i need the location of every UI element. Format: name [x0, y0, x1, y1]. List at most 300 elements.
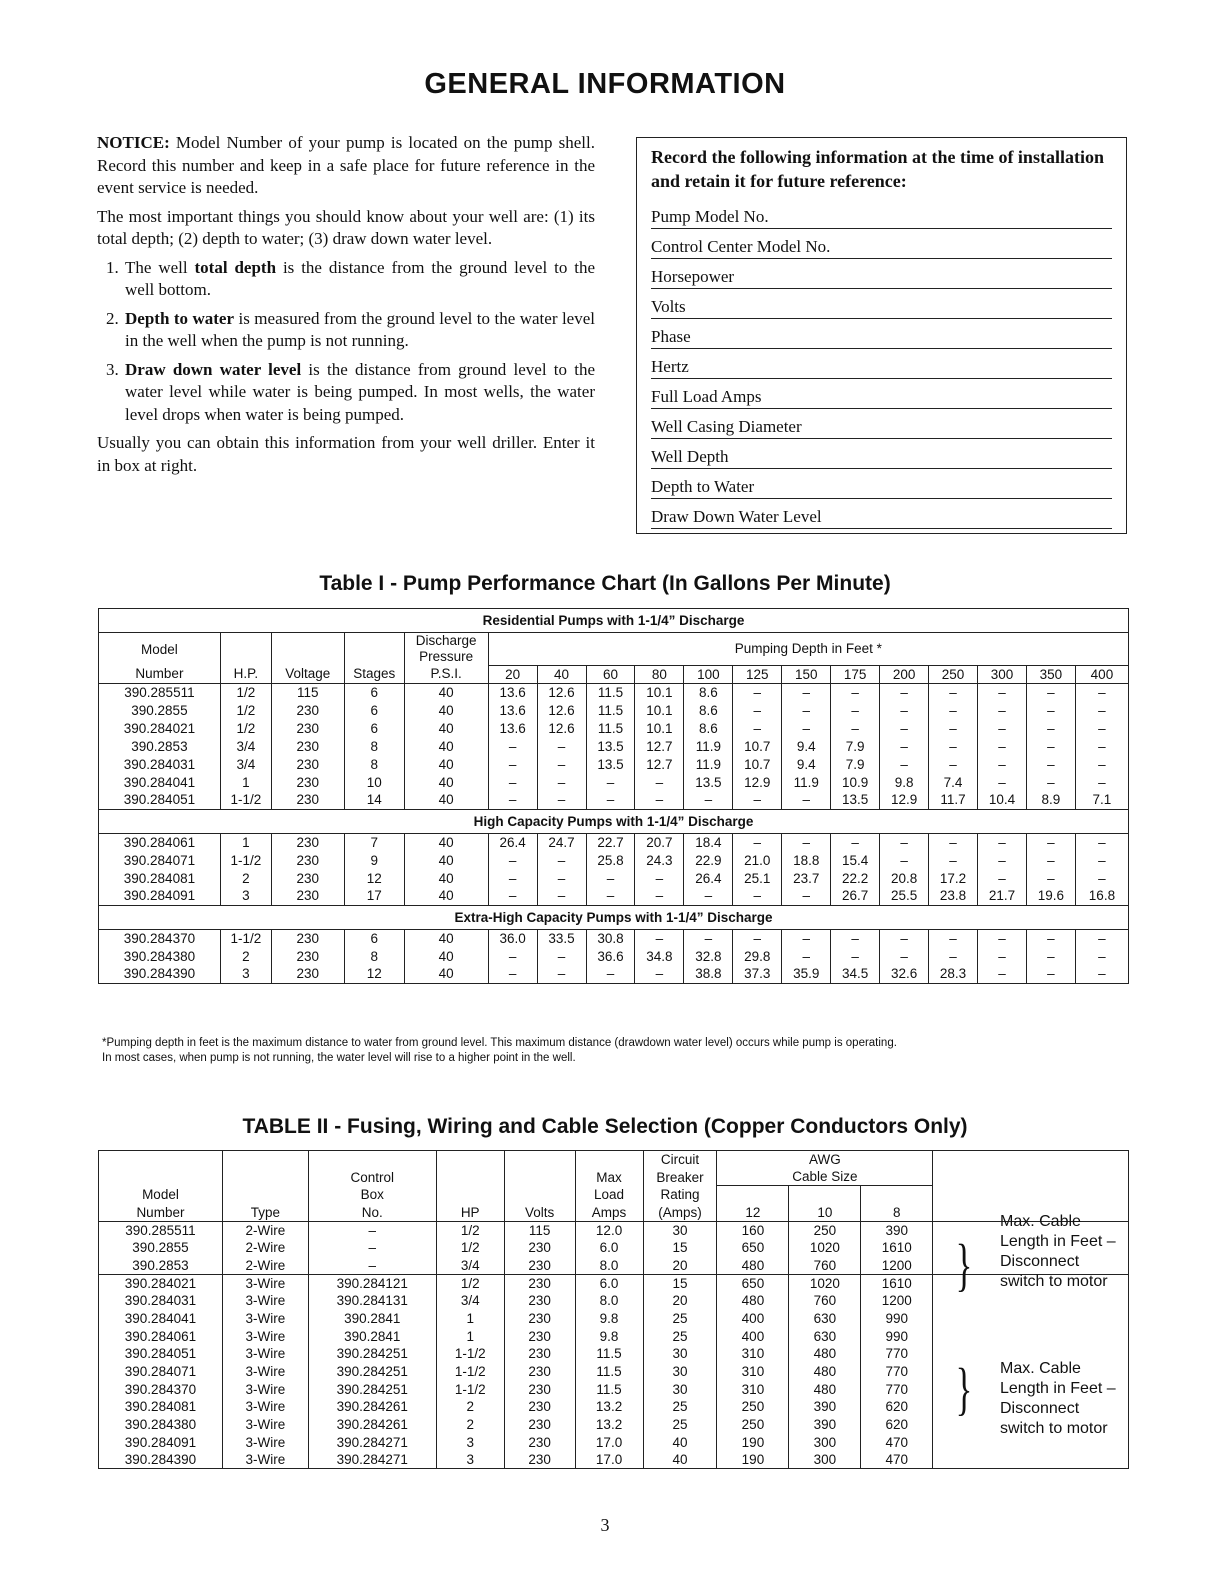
- table-cell: 650: [717, 1239, 789, 1257]
- section-high-capacity: High Capacity Pumps with 1-1/4” Discharge: [99, 809, 1129, 833]
- table-cell: –: [978, 947, 1027, 965]
- table-cell: 40: [404, 755, 488, 773]
- table-cell: –: [978, 929, 1027, 947]
- table-cell: 40: [404, 701, 488, 719]
- table-cell: 40: [404, 719, 488, 737]
- table-cell: 390.284121: [308, 1274, 436, 1292]
- table-cell: 26.4: [684, 869, 733, 887]
- table-cell: –: [831, 701, 880, 719]
- table-cell: 390.2841: [308, 1327, 436, 1345]
- table-cell: 23.7: [782, 869, 831, 887]
- notice-paragraph: [97, 132, 595, 200]
- table-cell: 230: [271, 965, 344, 983]
- important-paragraph: The most important things you should know about your well are: (1) its total depth; (2) depth to water; (3) draw down water level.: [97, 206, 595, 248]
- table-cell: 390.284251: [308, 1380, 436, 1398]
- table-cell: 12.6: [537, 701, 586, 719]
- table-cell: –: [880, 755, 929, 773]
- table-cell: 1-1/2: [220, 791, 271, 809]
- table-cell: 390.284261: [308, 1416, 436, 1434]
- table-cell: 1: [220, 833, 271, 851]
- table-cell: 230: [504, 1434, 575, 1452]
- record-heading: Record the following information at the time of installation and retain it for future reference:: [651, 147, 1104, 191]
- table-cell: –: [929, 719, 978, 737]
- table-cell: 3-Wire: [222, 1434, 308, 1452]
- table-cell: 21.7: [978, 887, 1027, 905]
- table-cell: 40: [404, 683, 488, 701]
- header-depth-400: 400: [1075, 665, 1128, 683]
- table-cell: 25: [643, 1310, 717, 1328]
- table-cell: 390.284081: [99, 869, 221, 887]
- table-cell: 6: [344, 719, 404, 737]
- header-row: [99, 665, 1129, 683]
- table-cell: 17.2: [929, 869, 978, 887]
- table-cell: 160: [717, 1221, 789, 1239]
- table-cell: –: [782, 791, 831, 809]
- table-cell: 25: [643, 1416, 717, 1434]
- table-cell: –: [537, 791, 586, 809]
- table-cell: 25: [643, 1327, 717, 1345]
- header-blank: [436, 1151, 504, 1169]
- header-depth-300: 300: [978, 665, 1027, 683]
- table-cell: 2-Wire: [222, 1257, 308, 1275]
- record-field: Phase: [651, 319, 1112, 349]
- table-cell: –: [880, 929, 929, 947]
- header-blank: [504, 1168, 575, 1186]
- table-cell: 115: [504, 1221, 575, 1239]
- table-cell: 230: [504, 1310, 575, 1328]
- header-blank: [861, 1186, 933, 1204]
- table-cell: –: [880, 701, 929, 719]
- table-cell: 1-1/2: [436, 1380, 504, 1398]
- table-cell: 390.284061: [99, 1327, 223, 1345]
- table-cell: 1-1/2: [220, 929, 271, 947]
- header-blank: [504, 1186, 575, 1204]
- table-cell: 36.0: [488, 929, 537, 947]
- table-cell: 10.9: [831, 773, 880, 791]
- record-field: Horsepower: [651, 259, 1112, 289]
- table-cell: –: [733, 683, 782, 701]
- header-blank: [271, 633, 344, 666]
- table-cell: 15: [643, 1239, 717, 1257]
- table-cell: 28.3: [929, 965, 978, 983]
- table-cell: 390.284071: [99, 851, 221, 869]
- table-cell: 30: [643, 1363, 717, 1381]
- header-hp: HP: [436, 1204, 504, 1222]
- table-cell: 230: [271, 833, 344, 851]
- table-cell: –: [831, 929, 880, 947]
- table-cell: 480: [717, 1292, 789, 1310]
- table-cell: –: [1075, 701, 1128, 719]
- table-cell: –: [929, 755, 978, 773]
- table-cell: –: [488, 965, 537, 983]
- header-circuit: Circuit: [643, 1151, 717, 1169]
- table-cell: –: [635, 887, 684, 905]
- table-cell: –: [978, 851, 1027, 869]
- table-cell: 760: [789, 1292, 861, 1310]
- table-cell: –: [733, 833, 782, 851]
- header-awg-8: 8: [861, 1204, 933, 1222]
- table-cell: –: [929, 851, 978, 869]
- table-cell: 390.284390: [99, 965, 221, 983]
- table-cell: 18.8: [782, 851, 831, 869]
- table-cell: 13.5: [831, 791, 880, 809]
- table-cell: –: [1075, 683, 1128, 701]
- table-cell: –: [537, 755, 586, 773]
- table1-title: Table I - Pump Performance Chart (In Gallons Per Minute): [319, 572, 891, 595]
- header-blank: [222, 1168, 308, 1186]
- header-discharge: Discharge Pressure: [404, 633, 488, 666]
- table-cell: 8.9: [1026, 791, 1075, 809]
- table-cell: –: [1026, 683, 1075, 701]
- record-field: Pump Model No.: [651, 199, 1112, 229]
- table-cell: 18.4: [684, 833, 733, 851]
- table-cell: 25.8: [586, 851, 635, 869]
- header-depth-20: 20: [488, 665, 537, 683]
- table-row: [99, 851, 1129, 869]
- table-cell: –: [537, 773, 586, 791]
- table-cell: –: [978, 737, 1027, 755]
- table-cell: –: [586, 869, 635, 887]
- table-cell: 11.5: [586, 719, 635, 737]
- table1-footnote: *Pumping depth in feet is the maximum distance to water from ground level. This maximum distance (drawdown water level) occurs while pump is operating. In most cases, when pump is not running, the water level will rise to a higher point in the well.: [102, 1037, 897, 1064]
- table-cell: 470: [861, 1451, 933, 1469]
- table-cell: 230: [504, 1345, 575, 1363]
- table-row: [99, 701, 1129, 719]
- table-cell: 3-Wire: [222, 1416, 308, 1434]
- header-model: Model: [99, 1186, 223, 1204]
- table-cell: 230: [271, 755, 344, 773]
- table-cell: 32.8: [684, 947, 733, 965]
- header-volts: Volts: [504, 1204, 575, 1222]
- record-fields: [651, 199, 1112, 529]
- header-blank: [504, 1151, 575, 1169]
- table-cell: –: [488, 737, 537, 755]
- table-cell: 390.284041: [99, 1310, 223, 1328]
- table-cell: 3-Wire: [222, 1451, 308, 1469]
- table-cell: 40: [404, 833, 488, 851]
- note-two-wire: Max. Cable Length in Feet – Disconnect switch to motor: [1000, 1213, 1116, 1290]
- record-info-box: [636, 137, 1127, 534]
- table-cell: 32.6: [880, 965, 929, 983]
- header-depth-350: 350: [1026, 665, 1075, 683]
- table-cell: 21.0: [733, 851, 782, 869]
- table-cell: 470: [861, 1434, 933, 1452]
- table-cell: –: [635, 965, 684, 983]
- table-cell: 390.284031: [99, 1292, 223, 1310]
- table-cell: 230: [271, 791, 344, 809]
- table-cell: 8.6: [684, 719, 733, 737]
- table-cell: 30.8: [586, 929, 635, 947]
- table-cell: 15: [643, 1274, 717, 1292]
- table-cell: 390.284061: [99, 833, 221, 851]
- table-cell: –: [1026, 869, 1075, 887]
- table-cell: –: [537, 851, 586, 869]
- table-cell: –: [978, 719, 1027, 737]
- table-cell: 10: [344, 773, 404, 791]
- table-cell: 6.0: [575, 1274, 643, 1292]
- header-number: Number: [99, 665, 221, 683]
- table-cell: –: [1026, 833, 1075, 851]
- table-cell: 390: [789, 1398, 861, 1416]
- section-residential: Residential Pumps with 1-1/4” Discharge: [99, 609, 1129, 633]
- header-blank: [436, 1186, 504, 1204]
- header-blank: [308, 1151, 436, 1169]
- table-cell: 7.1: [1075, 791, 1128, 809]
- table-cell: –: [880, 683, 929, 701]
- table-cell: 9: [344, 851, 404, 869]
- table-cell: 230: [504, 1274, 575, 1292]
- table-cell: –: [1075, 929, 1128, 947]
- section-row: [99, 905, 1129, 929]
- table-cell: 390.2853: [99, 1257, 223, 1275]
- table-cell: 390.284071: [99, 1363, 223, 1381]
- table-cell: 760: [789, 1257, 861, 1275]
- table-cell: –: [831, 683, 880, 701]
- table2-title: TABLE II - Fusing, Wiring and Cable Selection (Copper Conductors Only): [242, 1115, 968, 1138]
- table-cell: 3-Wire: [222, 1327, 308, 1345]
- table-cell: –: [586, 773, 635, 791]
- table-cell: 190: [717, 1451, 789, 1469]
- table-cell: –: [1075, 851, 1128, 869]
- table-cell: 2: [220, 869, 271, 887]
- table-cell: 36.6: [586, 947, 635, 965]
- table-cell: 390.284271: [308, 1434, 436, 1452]
- table-cell: 390.284131: [308, 1292, 436, 1310]
- table-cell: –: [488, 755, 537, 773]
- table-cell: 3/4: [220, 737, 271, 755]
- header-number: Number: [99, 1204, 223, 1222]
- table-cell: 115: [271, 683, 344, 701]
- table-cell: 3-Wire: [222, 1274, 308, 1292]
- table-cell: 10.7: [733, 755, 782, 773]
- notice-text: Model Number of your pump is located on the pump shell. Record this number and keep in a safe place for future reference in the event service is needed.: [97, 133, 595, 197]
- pump-performance-table: [98, 608, 1129, 984]
- table-cell: –: [684, 791, 733, 809]
- table-cell: 390: [789, 1416, 861, 1434]
- table-cell: –: [1026, 851, 1075, 869]
- table-cell: 230: [271, 737, 344, 755]
- table-cell: 30: [643, 1380, 717, 1398]
- table-cell: 17.0: [575, 1434, 643, 1452]
- header-row: [99, 633, 1129, 666]
- table-cell: –: [1026, 965, 1075, 983]
- table-cell: –: [1026, 755, 1075, 773]
- table-cell: 3/4: [436, 1257, 504, 1275]
- table-cell: 230: [271, 851, 344, 869]
- table-cell: 10.1: [635, 683, 684, 701]
- table-cell: 35.9: [782, 965, 831, 983]
- fusing-wiring-table: [98, 1150, 1129, 1469]
- table-cell: 390.2855: [99, 701, 221, 719]
- table-row: [99, 755, 1129, 773]
- table-cell: 20.8: [880, 869, 929, 887]
- table-cell: –: [537, 887, 586, 905]
- table-cell: –: [978, 965, 1027, 983]
- table-cell: 11.5: [586, 701, 635, 719]
- header-blank: [222, 1151, 308, 1169]
- table-cell: 1: [220, 773, 271, 791]
- table-cell: 230: [504, 1398, 575, 1416]
- table-cell: –: [586, 965, 635, 983]
- table-cell: 13.6: [488, 701, 537, 719]
- table-cell: 8.6: [684, 701, 733, 719]
- table-cell: 1/2: [220, 719, 271, 737]
- table-cell: 34.8: [635, 947, 684, 965]
- table-cell: 13.6: [488, 719, 537, 737]
- table-cell: 230: [504, 1451, 575, 1469]
- table-cell: –: [586, 791, 635, 809]
- table-cell: 310: [717, 1380, 789, 1398]
- table-cell: 1/2: [436, 1274, 504, 1292]
- table-cell: –: [1026, 929, 1075, 947]
- table-cell: 40: [643, 1451, 717, 1469]
- table-cell: 230: [271, 887, 344, 905]
- table-cell: 6: [344, 929, 404, 947]
- table-cell: 40: [404, 737, 488, 755]
- header-depth-150: 150: [782, 665, 831, 683]
- table-cell: 22.9: [684, 851, 733, 869]
- table-cell: –: [684, 929, 733, 947]
- table-cell: –: [537, 965, 586, 983]
- table-row: [99, 869, 1129, 887]
- table-cell: 12: [344, 965, 404, 983]
- table-cell: 390.284021: [99, 719, 221, 737]
- table-cell: 770: [861, 1363, 933, 1381]
- table-cell: 390.2853: [99, 737, 221, 755]
- table-cell: 3-Wire: [222, 1292, 308, 1310]
- header-awg: AWG: [717, 1151, 933, 1169]
- table-cell: 390.284091: [99, 887, 221, 905]
- table-cell: 40: [404, 773, 488, 791]
- header-max: Max: [575, 1168, 643, 1186]
- table-cell: –: [978, 833, 1027, 851]
- table-cell: 40: [404, 929, 488, 947]
- header-amps2: (Amps): [643, 1204, 717, 1222]
- header-depth-40: 40: [537, 665, 586, 683]
- header-load: Load: [575, 1186, 643, 1204]
- table-cell: 3-Wire: [222, 1310, 308, 1328]
- table-cell: 250: [717, 1416, 789, 1434]
- table-cell: 40: [404, 947, 488, 965]
- table-cell: –: [880, 947, 929, 965]
- table-cell: 390: [861, 1221, 933, 1239]
- table-cell: –: [929, 737, 978, 755]
- table-cell: 17.0: [575, 1451, 643, 1469]
- table-cell: –: [831, 833, 880, 851]
- table-cell: 770: [861, 1380, 933, 1398]
- table-cell: 6.0: [575, 1239, 643, 1257]
- list-item: 1. The well total depth is the distance from the ground level to the well bottom.: [123, 257, 595, 302]
- table-cell: 1610: [861, 1274, 933, 1292]
- header-no: No.: [308, 1204, 436, 1222]
- table-cell: 630: [789, 1327, 861, 1345]
- table-cell: 12.0: [575, 1221, 643, 1239]
- header-blank: [220, 633, 271, 666]
- table-cell: 40: [404, 965, 488, 983]
- table-cell: 3: [220, 965, 271, 983]
- table-cell: –: [308, 1239, 436, 1257]
- table-cell: 1/2: [436, 1221, 504, 1239]
- table-cell: –: [782, 833, 831, 851]
- table-cell: –: [831, 719, 880, 737]
- table-cell: –: [488, 791, 537, 809]
- table-cell: –: [782, 947, 831, 965]
- table-cell: –: [1026, 737, 1075, 755]
- table-cell: 23.8: [929, 887, 978, 905]
- table-cell: 11.9: [684, 755, 733, 773]
- table-cell: –: [782, 683, 831, 701]
- table-cell: –: [733, 719, 782, 737]
- header-hp: H.P.: [220, 665, 271, 683]
- record-field: Hertz: [651, 349, 1112, 379]
- driller-paragraph: Usually you can obtain this information from your well driller. Enter it in box at right.: [97, 433, 595, 475]
- table-cell: 40: [404, 869, 488, 887]
- table-cell: –: [308, 1221, 436, 1239]
- table-cell: –: [929, 947, 978, 965]
- table-cell: 40: [404, 887, 488, 905]
- table-cell: 11.9: [684, 737, 733, 755]
- table-cell: 9.4: [782, 737, 831, 755]
- table-cell: 480: [789, 1345, 861, 1363]
- table-cell: 11.5: [586, 683, 635, 701]
- table-cell: 11.5: [575, 1345, 643, 1363]
- table-cell: 3: [436, 1451, 504, 1469]
- table-cell: 9.8: [575, 1310, 643, 1328]
- table-cell: –: [488, 851, 537, 869]
- header-depth-80: 80: [635, 665, 684, 683]
- table-row: [99, 719, 1129, 737]
- table-cell: 40: [404, 851, 488, 869]
- table-cell: 230: [504, 1380, 575, 1398]
- table-cell: 30: [643, 1345, 717, 1363]
- header-awg-12: 12: [717, 1204, 789, 1222]
- table-cell: –: [1075, 965, 1128, 983]
- table-cell: 11.9: [782, 773, 831, 791]
- table-cell: 10.4: [978, 791, 1027, 809]
- table-cell: –: [831, 947, 880, 965]
- header-depth-60: 60: [586, 665, 635, 683]
- table-cell: –: [684, 887, 733, 905]
- table-cell: 390.284251: [308, 1345, 436, 1363]
- table-cell: –: [782, 701, 831, 719]
- record-field: Well Depth: [651, 439, 1112, 469]
- header-blank: [436, 1168, 504, 1186]
- table-cell: –: [733, 929, 782, 947]
- table-cell: –: [635, 869, 684, 887]
- table-cell: –: [488, 887, 537, 905]
- table-cell: –: [978, 683, 1027, 701]
- record-field: Full Load Amps: [651, 379, 1112, 409]
- table-cell: 10.7: [733, 737, 782, 755]
- table-cell: 14: [344, 791, 404, 809]
- table-cell: –: [733, 887, 782, 905]
- table-cell: 190: [717, 1434, 789, 1452]
- header-rating: Rating: [643, 1186, 717, 1204]
- table-cell: –: [1026, 701, 1075, 719]
- table-cell: –: [880, 737, 929, 755]
- table-cell: 10.1: [635, 701, 684, 719]
- table-cell: 16.8: [1075, 887, 1128, 905]
- table-cell: 13.5: [586, 755, 635, 773]
- header-blank: [222, 1186, 308, 1204]
- table-row: [99, 683, 1129, 701]
- table-cell: –: [733, 701, 782, 719]
- table-cell: 390.284041: [99, 773, 221, 791]
- header-stages: Stages: [344, 665, 404, 683]
- table-cell: 12.7: [635, 737, 684, 755]
- header-control: Control: [308, 1168, 436, 1186]
- table-cell: 8.0: [575, 1292, 643, 1310]
